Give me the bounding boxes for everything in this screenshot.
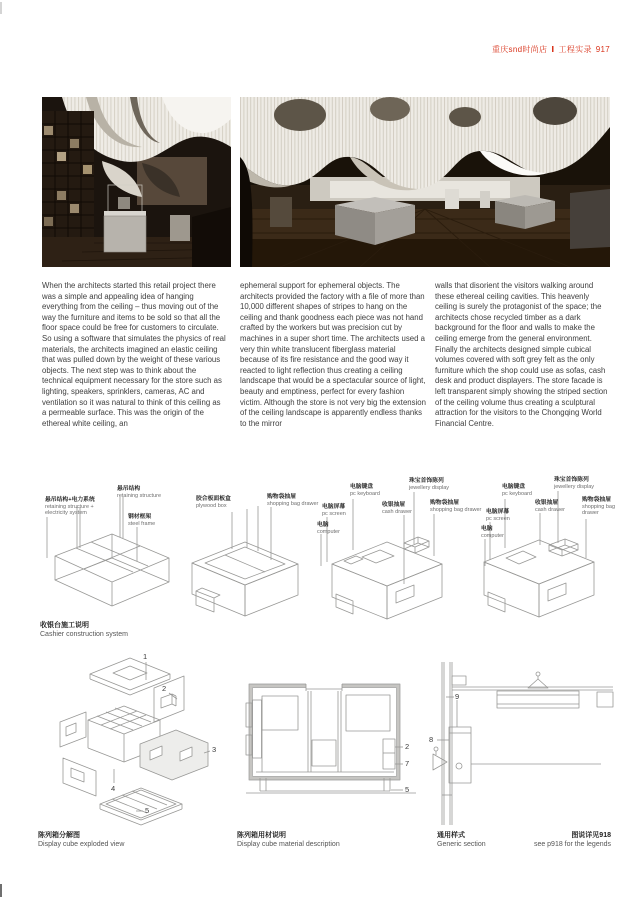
- article-column-2: ephemeral support for ephemeral objects. The architects provided the factory with a file of more than 10,000 different shapes of stripes to hang on the ceiling and thank goodness each piece was not hand crafted by the workers but was precision cut by machines in a super short time. The architects used a very thin white translucent fiberglass material because of its fire resistance and the good way it reacted to light reflection thus creating a ceiling landscape that would be a spectacular source of light, beauty and emptiness, perfect for every fashion victim. Although the store is not very big the extension of the ceiling landscape is apparently endless thanks to the mirror: [240, 281, 426, 428]
- caption-zh-text: 陈列箱用材说明: [237, 832, 286, 839]
- caption-material-description: [237, 831, 340, 849]
- photo-left-art: [42, 97, 231, 267]
- label-computer: [317, 522, 362, 535]
- label-en-text: pc keyboard: [502, 490, 532, 497]
- photo-interior-left: [42, 97, 231, 267]
- label-zh-text: 收银抽屉: [382, 502, 406, 508]
- caption-zh-text: 陈列箱分解图: [38, 832, 80, 839]
- label-zh-text: 购物袋抽屉: [430, 500, 459, 506]
- label-computer: [481, 526, 526, 539]
- label-zh-text: 电脑: [317, 522, 329, 528]
- label-en-text: pc screen: [322, 510, 346, 517]
- header-section: 工程实录: [558, 45, 592, 54]
- scan-artifact-top: [0, 2, 2, 14]
- label-en-text: jewellery display: [554, 483, 595, 490]
- label-shopping-bag-drawer: [267, 494, 329, 507]
- label-pc-keyboard: [350, 484, 400, 497]
- label-zh-text: 电脑屏幕: [322, 504, 346, 510]
- photo-interior-right: [240, 97, 610, 267]
- label-pc-screen: [322, 504, 367, 517]
- header-store-name: 重庆snd时尚店: [491, 45, 548, 54]
- label-zh-text: 购物袋抽屉: [267, 494, 296, 500]
- label-en-text: computer: [481, 532, 504, 539]
- callout-exploded-2: 2: [162, 684, 167, 693]
- label-zh-text: 电脑: [481, 526, 493, 532]
- label-en-text: pc screen: [486, 515, 510, 522]
- label-plywood-box: [196, 496, 251, 509]
- label-zh-text: 悬吊结构+电力系统: [45, 497, 95, 503]
- label-zh-text: 钢材框架: [128, 514, 152, 520]
- callout-exploded-1: 1: [143, 652, 148, 661]
- label-en-text: shopping bag drawer: [267, 500, 319, 507]
- label-en-text: plywood box: [196, 502, 227, 509]
- callout-exploded-5: 5: [145, 806, 150, 815]
- caption-en-text: Display cube material description: [237, 841, 340, 849]
- article-column-1: When the architects started this retail project there was a simple and appealing idea of hanging everything from the ceiling – thus moving out of the way the furniture and items to be sold so that all the floor space could be free for customers to circulate. So using a software that simulates the physics of real materials, the architects imagined an elastic ceiling that was pulled down by the weight of these various objects. The next step was to think about the technical equipment necessary for the store such as lighting, speakers, sprinklers, cameras, AC and ventilation so it was natural to think of this ceiling as a permeable surface. This was the origin of the ethereal white ceiling, an: [42, 281, 226, 428]
- caption-zh-text: 图说详见918: [571, 832, 611, 839]
- label-en-text: pc keyboard: [350, 490, 380, 497]
- label-zh-text: 电脑屏幕: [486, 509, 510, 515]
- label-zh-text: 电脑键盘: [502, 484, 526, 490]
- label-en-text: retaining structure: [117, 492, 162, 499]
- article-column-3: walls that disorient the visitors walking around these ethereal ceiling cavities. This heavenly ceiling is surely the protagonist of the space; the architects chose recycled timber as a dark background for the floor and walls to make the ceiling emerge from the general environment. Finally the architects designed simple cubical volumes covered with soft grey felt as the only furniture which the shop could use as sofas, cash desk and product displayers. The store facade is left transparent simply showing the striped section of the ceiling volume thus creating a sculptural attraction for the visitors to the Chongqing World Financial Centre.: [435, 281, 608, 428]
- caption-exploded-view: [38, 831, 124, 849]
- label-zh-text: 胶合板面板盒: [196, 496, 231, 502]
- label-zh-text: 电脑键盘: [350, 484, 374, 490]
- caption-en-text: Generic section: [437, 841, 486, 849]
- caption-generic-section: [437, 831, 486, 849]
- callout-material-7: 7: [405, 759, 410, 768]
- label-en-text: retaining structure + electricity system: [45, 503, 94, 517]
- label-pc-screen: [486, 509, 531, 522]
- label-retaining-structure-electricity: [45, 497, 105, 517]
- label-zh-text: 悬吊结构: [117, 486, 141, 492]
- callout-material-2: 2: [405, 742, 410, 751]
- caption-en-text: Display cube exploded view: [38, 841, 125, 849]
- callout-generic-8: 8: [429, 735, 434, 744]
- label-jewellery-display: [554, 477, 614, 490]
- label-cash-drawer: [535, 500, 585, 513]
- label-en-text: cash drawer: [382, 508, 412, 515]
- caption-en-text: see p918 for the legends: [533, 841, 611, 849]
- drawing-exploded-cube: [60, 658, 210, 825]
- callout-generic-9: 9: [455, 692, 460, 701]
- label-steel-frame: [128, 514, 178, 527]
- caption-legend-reference: [490, 831, 611, 849]
- label-en-text: shopping bag drawer: [430, 506, 482, 513]
- label-en-text: steel frame: [128, 520, 156, 527]
- label-pc-keyboard: [502, 484, 552, 497]
- label-shopping-bag-drawer: [430, 500, 494, 513]
- label-en-text: jewellery display: [409, 484, 450, 491]
- callout-material-5: 5: [405, 785, 410, 794]
- caption-zh-text: 通用样式: [437, 832, 465, 839]
- caption-cashier-construction: [40, 621, 128, 639]
- label-cash-drawer: [382, 502, 432, 515]
- label-zh-text: 珠宝首饰陈列: [409, 478, 444, 484]
- label-zh-text: 珠宝首饰陈列: [554, 477, 589, 483]
- drawing-plywood-box: [192, 506, 298, 616]
- caption-zh-text: 收银台施工说明: [40, 622, 89, 629]
- label-en-text: shopping bag drawer: [582, 503, 616, 517]
- callout-exploded-3: 3: [212, 745, 217, 754]
- label-shopping-bag-drawer: [582, 497, 626, 517]
- header-page-number: 917: [595, 45, 610, 54]
- callout-exploded-4: 4: [111, 784, 116, 793]
- label-zh-text: 收银抽屉: [535, 500, 559, 506]
- drawing-generic-section: [433, 662, 613, 825]
- caption-en-text: Cashier construction system: [40, 631, 128, 639]
- drawing-material-plan: [246, 682, 416, 793]
- label-en-text: computer: [317, 528, 340, 535]
- page-header: [492, 44, 610, 55]
- label-en-text: cash drawer: [535, 506, 565, 513]
- photo-right-art: [240, 97, 610, 267]
- label-zh-text: 购物袋抽屉: [582, 497, 611, 503]
- header-divider: Ⅰ: [551, 45, 555, 54]
- label-retaining-structure: [117, 486, 187, 499]
- label-jewellery-display: [409, 478, 469, 491]
